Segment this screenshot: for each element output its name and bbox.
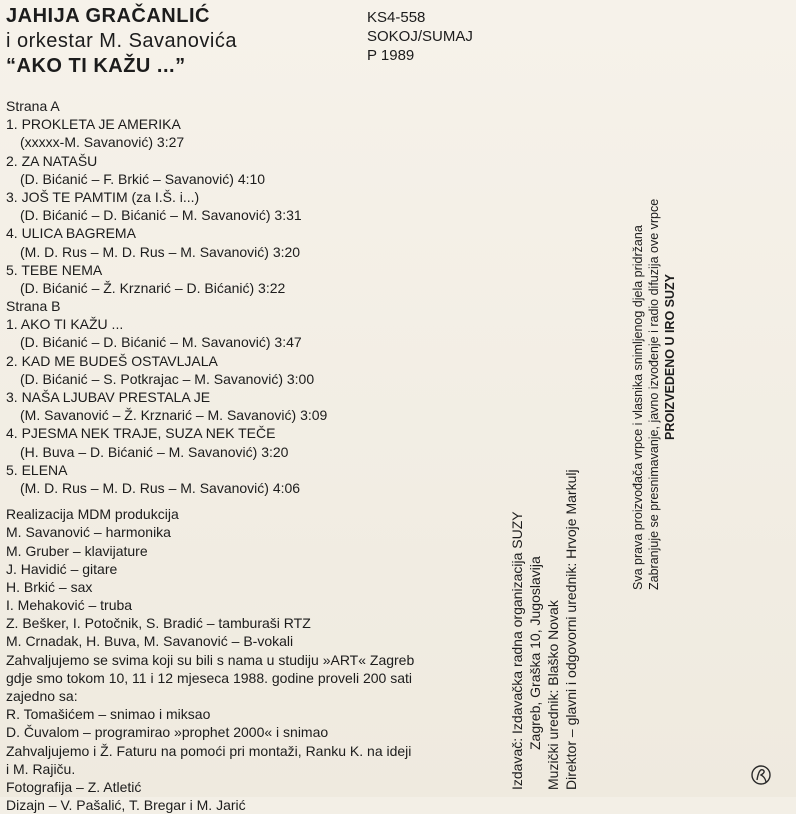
track-credits: (D. Bićanić – F. Brkić – Savanović) 4:10 (20, 170, 266, 187)
track-credits: (M. Savanović – Ž. Krznarić – M. Savanović) 3:09 (20, 407, 328, 424)
catalog-info (367, 8, 473, 65)
album-title: “AKO TI KAŽU ...” (6, 55, 186, 77)
orchestra-name: i orkestar M. Savanovića (6, 30, 237, 52)
credit-line: Zahvaljujemo i Ž. Faturu na pomoći pri montaži, Ranku K. na ideji (6, 742, 412, 759)
track-title: 1. AKO TI KAŽU ... (6, 316, 124, 333)
track-title: 4. ULICA BAGREMA (6, 225, 136, 242)
track-title: 5. ELENA (6, 461, 68, 478)
release-year: P 1989 (367, 47, 415, 64)
music-editor: Muzički urednik: Blaško Novak (545, 600, 561, 790)
rights-notice-line: Zabranjuje se presnimavanje, javno izvođenje i radio difuzija ove vrpce (647, 198, 661, 590)
production-credit: Realizacija MDM produkcija (6, 506, 179, 523)
credit-line: i M. Rajiču. (6, 760, 76, 777)
credit-line: Z. Bešker, I. Potočnik, S. Bradić – tamburaši RTZ (6, 615, 311, 632)
track-credits: (xxxxx-M. Savanović) 3:27 (20, 134, 185, 151)
track-title: 2. KAD ME BUDEŠ OSTAVLJALA (6, 352, 218, 369)
manufactured-notice: PROIZVEDENO U IRO SUZY (663, 274, 677, 440)
track-credits: (D. Bićanić – S. Potkrajac – M. Savanović) 3:00 (20, 370, 315, 387)
track-credits: (H. Buva – D. Bićanić – M. Savanović) 3:20 (20, 443, 289, 460)
track-credits: (M. D. Rus – M. D. Rus – M. Savanović) 4:06 (20, 479, 301, 496)
track-credits: (M. D. Rus – M. D. Rus – M. Savanović) 3:20 (20, 243, 301, 260)
track-title: 3. NAŠA LJUBAV PRESTALA JE (6, 389, 211, 405)
publisher-block (508, 469, 580, 790)
track-credits: (D. Bićanić – Ž. Krznarić – D. Bićanić) 3:22 (20, 279, 286, 296)
catalog-number: KS4-558 (367, 9, 426, 26)
suzy-logo-icon (748, 762, 774, 788)
tracklist-and-credits (6, 97, 506, 814)
track-credits: (D. Bićanić – D. Bićanić – M. Savanović) 3:47 (20, 334, 302, 351)
director-line: Direktor – glavni i odgovorni urednik: Hrvoje Markulj (563, 469, 579, 790)
credit-line: R. Tomašićem – snimao i miksao (6, 706, 211, 723)
credit-line: I. Mehaković – truba (6, 597, 133, 614)
credit-line: H. Brkić – sax (6, 578, 93, 595)
track-title: 4. PJESMA NEK TRAJE, SUZA NEK TEČE (6, 425, 276, 442)
rights-notice-line: Sva prava proizvođača vrpce i vlasnika snimljenog djela pridržana (631, 225, 645, 590)
credit-line: Zahvaljujemo se svima koji su bili s nama u studiju »ART« Zagreb (6, 651, 415, 668)
artist-name: JAHIJA GRAČANLIĆ (6, 5, 210, 27)
credit-line: M. Gruber – klavijature (6, 542, 148, 559)
rights-society: SOKOJ/SUMAJ (367, 28, 473, 45)
rights-notice-block (630, 199, 678, 590)
credit-line: M. Crnadak, H. Buva, M. Savanović – B-vokali (6, 633, 294, 650)
credit-line: gdje smo tokom 10, 11 i 12 mjeseca 1988. godine proveli 200 sati (6, 669, 412, 686)
credit-line: M. Savanović – harmonika (6, 524, 171, 541)
credit-line: J. Havidić – gitare (6, 560, 118, 577)
track-credits: (D. Bićanić – D. Bićanić – M. Savanović) 3:31 (20, 207, 302, 224)
track-title: 1. PROKLETA JE AMERIKA (6, 116, 181, 133)
side-b-label: Strana B (6, 298, 61, 315)
credit-line: D. Čuvalom – programirao »prophet 2000« i snimao (6, 724, 329, 741)
credit-line: Fotografija – Z. Atletić (6, 778, 142, 795)
credit-line: zajedno sa: (6, 688, 78, 704)
track-title: 5. TEBE NEMA (6, 261, 103, 278)
track-title: 3. JOŠ TE PAMTIM (za I.Š. i...) (6, 188, 200, 205)
side-a-label: Strana A (6, 98, 60, 114)
credit-line: Dizajn – V. Pašalić, T. Bregar i M. Jarić (6, 797, 246, 814)
header (6, 4, 237, 79)
publisher-address: Zagreb, Graška 10, Jugoslavija (527, 556, 543, 750)
publisher-line: Izdavač: Izdavačka radna organizacija SUZY (509, 511, 525, 790)
track-title: 2. ZA NATAŠU (6, 152, 98, 169)
